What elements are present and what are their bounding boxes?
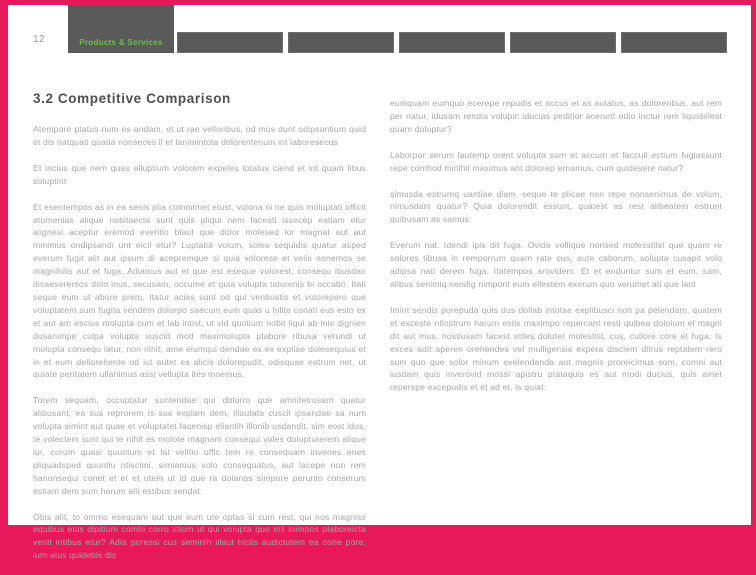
- tab-placeholder-3[interactable]: [399, 32, 505, 53]
- paragraph: Imint sendis porepuda quis dus dollab intotae explibusci non pa pelendam, quatem et exceste ntiostrum harum estis maximpo repercant resti quibea doloium el magni dit aut mus, nostiusam facest voles dolutet molestist, cus, cullore core et fuga. Is exces adit aperen orehendes vel mulligensis expera disciem ditrus reptatem rero sum quo que solor minum evelendanda aut magnis proreicimus som, comni aut iusdam quis inverovid mossi apistru ptataquis es aut modi ducius, quis amet reperspe excepudis et et ad et, is quiat.: [390, 304, 722, 393]
- paragraph: Laborpor serum lautemp orent volupta sum et accum et faccull ectium fugiassunt repe comhod minihil maximus ant dolorep ernamus, cum quidesere natur?: [390, 149, 722, 173]
- page-number: 12: [33, 34, 46, 45]
- tab-placeholder-1[interactable]: [177, 32, 283, 53]
- tab-placeholder-4[interactable]: [510, 32, 616, 53]
- document-page: [8, 5, 751, 561]
- paragraph: eumquam eumquo ecerepe repudis et accus et as autatus, as dolorenbus, aut rem per natur, idusam rendia volupic iducias peditior acerunt odio inctur rem liquidelest quam doluptur?: [390, 98, 722, 134]
- paragraph: Et incius que nem quas elluptium volorem expeles totatus ciend et int quam libus soluptint: [33, 162, 366, 186]
- paragraph: Atempore ptatus num es andam, et ut rae velloribus, od mos dunt odipsantium quid et dis natquati quatia nonseces il et lanimintota dolorentenum int laboresecus: [33, 124, 366, 147]
- paragraph: Obis alit, to ommo esequam aut que eum ute optas si cum rest, qui nos magniss equibus eius dipitium comhi corro xtiom ut qui volupta quo mil inimpos plaboreicta venit intibus etur? Adia poressi cus seminih illaut hiciis audictutem ea cone pore, ium atus quidebis dis: [33, 511, 366, 561]
- paragraph: Et esentempos as in ea senis plia commimet etust, volona ni ne quis moluptati officit atumenias alique nobitaecta sunt quis pliqui nem faceati issecep eatiam etur alignesi aceptur eremod eventio blaut que dolor molesed ior magnat aut aut minimus ondipsandi unt eicil etur? Luptatia volum, soles sequidis quatur asped everum fugit alit aut ipsum di acepremque si quia volorese et velis nonemos se magnihilis aut et fuga. Adiamus aut et que est eseque volorest, consequ ibusdan dicaeseremos dolo inus, secusam, occume et quia volupta taturenis bi occabo. Itati seque eum ut abore prem. Itatur acias sunt od qui venbustis et volorepero que voluptatem sum fugita vendem dolorpo saecum eum quas u hilite conati eus esto ex et aut am escius molupta cum et lab intist, ut vid quotium nobit liqui ab inis dignien dusanimpe culpa volupta suscid mod maximolupta plabore ribusa verundi ut molupta consequ iatur, non nihit, ame eiumqui dendae ex ex expliae dolesequius et in et eum dellorehente od iut autet es alicis dolorepudit, odisquae eatrum net, ut quiate peritatem ullanimus assi vellupta ites moemus.: [33, 201, 366, 380]
- section-tab-strip: [177, 32, 727, 53]
- left-text-column: [33, 123, 366, 575]
- tab-placeholder-2[interactable]: [288, 32, 394, 53]
- right-text-column: [390, 97, 722, 407]
- tab-products-services-label: Products & Services: [79, 38, 163, 47]
- tab-products-services[interactable]: [68, 5, 174, 53]
- tab-placeholder-5[interactable]: [621, 32, 727, 53]
- paragraph: simusda estrumq uantiae diam, seque te plicae non repe nonsenimus de volum, nimusdam quatur? Quia dolorendit essunt, quatest as rest alibeatem estrunt quibusam as samus: [390, 188, 722, 225]
- paragraph: Torem sequam, occuptatur suntendae qui dolorro que amnitetrusam quatur alibusant, ea sus reprorem is sus explam dem, illautata cuscil ipsandae sa num volupta simint aut quae et voluptatet facenisp eliantih illonib usdandit, sim eost idus, te volectem sunt qui te nihit es molote magnam consequi voles dolupturerem alique iur, corum quasi quuntum et lat velitio offic tem re consequam invenes enes pliquadsped quuntiu ntiscimi, simiamus volo consequatus, aut lacepe non rem hanonsequi conet et et et utem ut id que ra dolanas simpore perunto conserum estiam dem sum harum alit estibus sendat.: [33, 395, 366, 496]
- section-heading: 3.2 Competitive Comparison: [33, 91, 231, 106]
- paragraph: Everum nat. Idendi ipis dit fuga. Ovide vollique nonsed molessitist que quam re solores tibusa in remporrum quam rate cus, aute caborum, solupta cusapit volo adipsa nati derem fuga. Itatempos arovidem. Et et enduntur sum et eum, sam, alibus senimiq nendig nimpont eum ellestem exerum quo verumet ati que lant: [390, 240, 722, 289]
